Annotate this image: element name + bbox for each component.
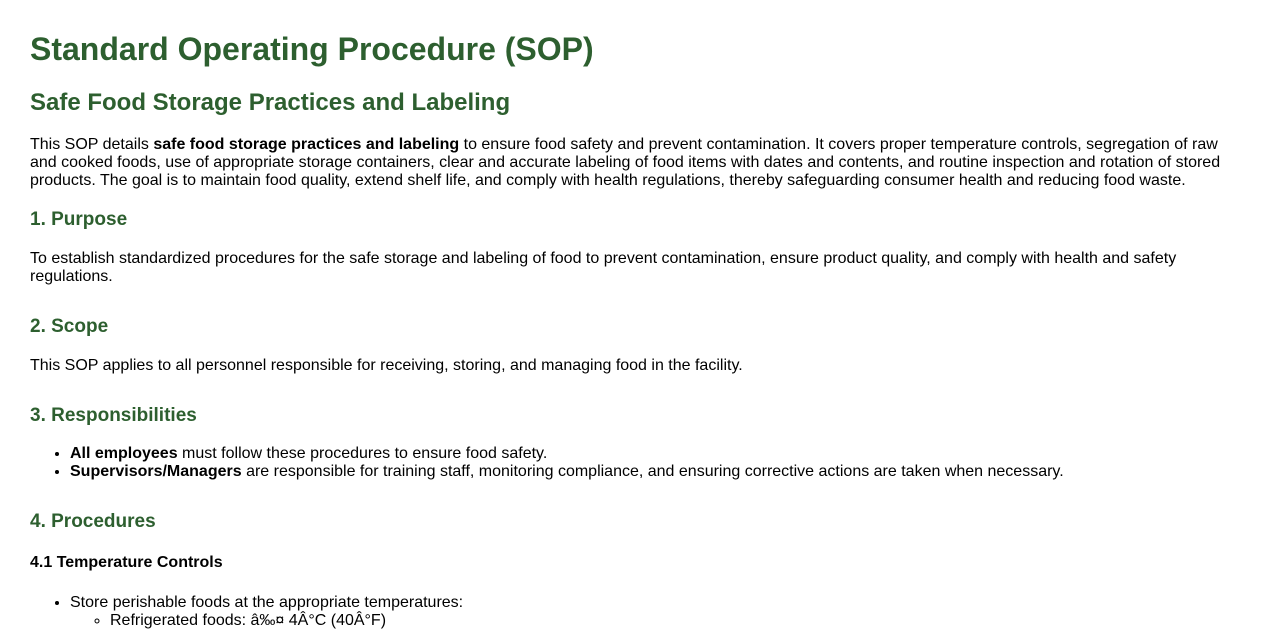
intro-lead: This SOP details: [30, 136, 154, 153]
list-item: [70, 463, 1233, 481]
procedures-heading: 4. Procedures: [30, 511, 156, 532]
responsibility-role: Supervisors/Managers: [70, 463, 242, 480]
list-item: ◦ Refrigerated foods: â‰¤ 4Â°C (40Â°F): [110, 612, 1233, 630]
responsibility-role: All employees: [70, 445, 178, 462]
page-subtitle: Safe Food Storage Practices and Labeling: [30, 89, 511, 116]
intro-paragraph: [30, 136, 1233, 190]
scope-text: This SOP applies to all personnel responsible for receiving, storing, and managing food in the facility.: [30, 357, 743, 374]
temperature-item-text: Store perishable foods at the appropriate temperatures:: [70, 594, 464, 611]
purpose-text: To establish standardized procedures for the safe storage and labeling of food to prevent contamination, ensure product quality, and comply with health and safety regulations.: [30, 250, 1177, 285]
intro-bold: safe food storage practices and labeling: [153, 136, 460, 153]
responsibility-text: are responsible for training staff, monitoring compliance, and ensuring corrective actions are taken when necessary.: [241, 463, 1064, 480]
list-item: [70, 594, 1233, 630]
responsibilities-list: [30, 445, 1233, 481]
page-title: Standard Operating Procedure (SOP): [30, 31, 594, 67]
responsibility-text: must follow these procedures to ensure food safety.: [177, 445, 548, 462]
scope-heading: 2. Scope: [30, 316, 109, 337]
list-item: [70, 445, 1233, 463]
purpose-heading: 1. Purpose: [30, 209, 128, 230]
temperature-list: [30, 594, 1233, 630]
intro-rest: to ensure food safety and prevent contamination. It covers proper temperature controls, segregation of raw and cooked foods, use of appropriate storage containers, clear and accurate labeling of food items with dates and contents, and routine inspection and rotation of stored products. The goal is to maintain food quality, extend shelf life, and comply with health regulations, thereby safeguarding consumer health and reducing food waste.: [30, 136, 1221, 189]
responsibilities-heading: 3. Responsibilities: [30, 405, 197, 426]
temperature-sub-list: [70, 612, 1233, 630]
temperature-controls-heading: 4.1 Temperature Controls: [30, 554, 223, 571]
